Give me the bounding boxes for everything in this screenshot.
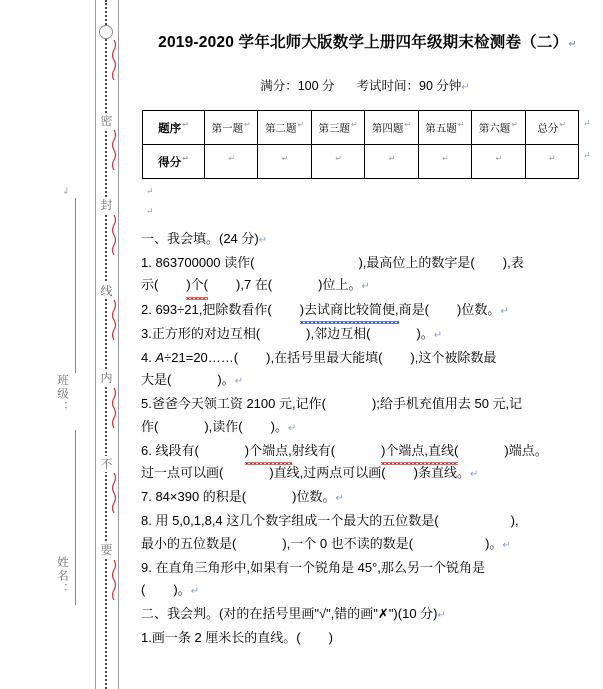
section-heading-1 <box>141 228 599 252</box>
question-text: 7. 84×390 的积是( <box>141 489 247 505</box>
name-field-label: 姓名： <box>56 556 68 597</box>
question-variable: A <box>155 350 165 366</box>
question-text: ),一个 0 也不读的数是( <box>282 535 414 551</box>
exam-meta <box>140 76 590 94</box>
seal-line-dotted <box>105 0 107 689</box>
score-table-header-cell: 第二题↵ <box>258 111 311 145</box>
paragraph-mark: ↵ <box>335 493 344 505</box>
score-table-header-text: 第二题 <box>265 122 297 135</box>
page-title-text: 2019-2020 学年北师大版数学上册四年级期末检测卷（二） <box>158 34 569 51</box>
score-table-header-cell: 第六题↵ <box>472 111 525 145</box>
left-margin <box>0 0 128 689</box>
score-input-cell[interactable]: ↵ <box>472 145 525 179</box>
question-text: )直线,过两点可以画( <box>269 465 386 481</box>
question-2-line-1 <box>141 299 599 323</box>
paragraph-mark: ↵ <box>287 422 297 434</box>
score-table-row-label-text: 得分 <box>158 156 182 169</box>
question-text: 过一点可以画( <box>141 465 224 481</box>
question-text: 9. 在直角三角形中,如果有一个锐角是 45°,那么另一个锐角是 <box>141 559 485 575</box>
truefalse-1-line-1 <box>141 627 599 649</box>
paragraph-mark: ↵ <box>437 610 446 622</box>
question-text: ),最高位上的数字是( <box>358 255 475 271</box>
score-table-header-cell: 第一题↵ <box>205 111 258 145</box>
question-text: )。 <box>173 582 191 598</box>
seal-char-3: 内 <box>98 370 115 386</box>
seal-char-1: 封 <box>98 197 115 213</box>
question-text: ),在括号里最大能填( <box>266 350 383 366</box>
score-input-cell[interactable]: ↵ <box>205 145 258 179</box>
exam-body <box>141 228 599 650</box>
seal-line-left-rule <box>95 0 96 689</box>
score-table <box>142 110 579 179</box>
question-7-line-1 <box>141 486 599 510</box>
seal-char-0: 密 <box>98 113 115 129</box>
paragraph-mark: ↵ <box>502 539 511 551</box>
seal-char-4: 不 <box>98 456 115 472</box>
score-table-header-cell: 第五题↵ <box>418 111 471 145</box>
question-6-line-1 <box>141 440 599 462</box>
score-input-cell[interactable]: ↵ <box>311 145 364 179</box>
question-text: ), <box>510 513 519 529</box>
question-text: 2. 693÷21,把除数看作( <box>141 301 272 317</box>
question-text: )位上。 <box>318 277 362 293</box>
score-table-header-text: 第四题 <box>371 122 404 135</box>
question-text: )。 <box>217 372 235 388</box>
seal-char-2: 线 <box>98 283 115 299</box>
question-4-line-1 <box>141 347 599 369</box>
seal-circle-icon <box>99 25 113 39</box>
student-info-rule-top <box>75 198 76 373</box>
question-8-line-2 <box>141 533 599 557</box>
spellcheck-squiggle-margin <box>112 40 117 80</box>
question-text: 6. 线段有( <box>141 442 199 458</box>
paragraph-mark: ↵ <box>583 150 591 160</box>
spellcheck-squiggle-margin <box>112 215 117 255</box>
question-text: 商是( <box>398 301 429 317</box>
table-row-score <box>143 145 579 179</box>
question-text: ),邻边互相( <box>306 325 371 341</box>
score-table-header-text: 题序 <box>158 122 182 135</box>
section-heading-1-text: 一、我会填。(24 分) <box>141 231 259 246</box>
paragraph-mark-margin: ↲ <box>62 186 70 196</box>
score-table-header-text: 第五题 <box>425 122 457 135</box>
table-row-header <box>143 111 579 145</box>
question-9-line-1 <box>141 557 599 579</box>
question-text-grammarflag: )去试商比较简便, <box>300 299 399 321</box>
question-text: ),7 在( <box>236 277 273 293</box>
paragraph-mark: ↵ <box>568 39 577 50</box>
question-text: )。 <box>485 535 503 551</box>
score-input-cell[interactable]: ↵ <box>365 145 418 179</box>
question-text: );给手机充值用去 50 元,记 <box>371 396 523 412</box>
question-text: ( <box>141 582 146 598</box>
paragraph-mark: ↵ <box>500 305 509 317</box>
question-5-line-1 <box>141 393 599 415</box>
seal-line-right-rule <box>118 0 119 689</box>
paragraph-mark: ↵ <box>234 376 244 388</box>
spellcheck-squiggle-margin <box>112 130 117 170</box>
score-table-header-cell: 第三题↵ <box>311 111 364 145</box>
paragraph-mark: ↵ <box>583 118 591 128</box>
paragraph-mark: ↵ <box>361 281 370 293</box>
score-table-row-label: 得分↵ <box>143 145 205 179</box>
question-text: ),读作( <box>204 418 243 434</box>
question-text: 最小的五位数是( <box>141 535 237 551</box>
spellcheck-squiggle-margin <box>112 300 117 340</box>
question-3-line-1 <box>141 323 599 347</box>
question-text: 示( <box>141 277 159 293</box>
question-text: 1. 863700000 读作( <box>141 255 255 271</box>
exam-sheet <box>128 0 603 689</box>
fullmark-label: 满分：100 分 <box>260 79 335 93</box>
question-text: ),表 <box>502 255 524 271</box>
question-text: ÷21=20……( <box>164 350 239 366</box>
question-text: 5.爸爸今天领工资 2100 元,记作( <box>141 396 326 412</box>
question-text: 1.画一条 2 厘米长的直线。( <box>141 630 301 646</box>
question-text-spellflag: )个端点,直线( <box>381 440 458 462</box>
score-table-header-text: 总分 <box>537 122 559 135</box>
section-heading-2-text: 二、我会判。(对的在括号里画"√",错的画"✗")(10 分) <box>141 606 438 622</box>
question-6-line-2 <box>141 462 599 486</box>
spellcheck-squiggle-margin <box>112 473 117 513</box>
score-table-header-text: 第三题 <box>318 122 350 135</box>
question-text: 3.正方形的对边互相( <box>141 325 261 341</box>
question-5-line-2 <box>141 416 599 440</box>
question-text: ),这个被除数最 <box>410 350 497 366</box>
score-table-header-cell: 总分↵ <box>525 111 578 145</box>
question-text: 8. 用 5,0,1,8,4 这几个数字组成一个最大的五位数是( <box>141 513 439 529</box>
question-text: 射线有( <box>291 442 336 458</box>
seal-char-5: 要 <box>98 542 115 558</box>
question-text: )条直线。 <box>413 465 470 481</box>
paragraph-mark: ↵ <box>146 206 154 216</box>
question-1-line-2 <box>141 274 599 298</box>
question-text: )端点。 <box>504 442 548 458</box>
page-title <box>140 30 595 52</box>
paragraph-mark: ↵ <box>146 186 154 196</box>
paragraph-mark: ↵ <box>461 82 470 93</box>
question-text: )位数。 <box>456 301 501 317</box>
paragraph-mark: ↵ <box>258 235 268 246</box>
student-info-rule-bottom <box>75 430 76 605</box>
class-field-label: 班级： <box>56 374 68 415</box>
question-9-line-2 <box>141 579 599 603</box>
paragraph-mark: ↵ <box>190 586 200 598</box>
section-heading-2 <box>141 603 599 627</box>
score-input-cell[interactable]: ↵ <box>525 145 578 179</box>
question-text: )位数。 <box>292 489 336 505</box>
question-text: ) <box>328 630 333 646</box>
question-text-spellflag: )个( <box>186 274 208 296</box>
spellcheck-squiggle-margin <box>112 388 117 428</box>
duration-label: 考试时间：90 分钟 <box>356 79 462 93</box>
score-input-cell[interactable]: ↵ <box>418 145 471 179</box>
spellcheck-squiggle-margin <box>112 560 117 600</box>
question-4-line-2 <box>141 369 599 393</box>
score-table-header-text: 第一题 <box>211 122 244 135</box>
question-1-line-1 <box>141 252 599 274</box>
score-table-header-text: 第六题 <box>478 122 511 135</box>
paragraph-mark: ↵ <box>469 469 479 481</box>
question-text: )。 <box>270 418 288 434</box>
question-text: 作( <box>141 418 159 434</box>
question-text: 大是( <box>141 372 172 388</box>
paragraph-mark: ↵ <box>433 329 443 341</box>
question-text: 4. <box>141 350 156 366</box>
score-table-header-cell: 第四题↵ <box>365 111 418 145</box>
question-text-spellflag: )个端点, <box>245 440 292 462</box>
score-table-header-cell: 题序↵ <box>143 111 205 145</box>
score-input-cell[interactable]: ↵ <box>258 145 311 179</box>
question-text: )。 <box>416 325 434 341</box>
question-8-line-1 <box>141 510 599 532</box>
